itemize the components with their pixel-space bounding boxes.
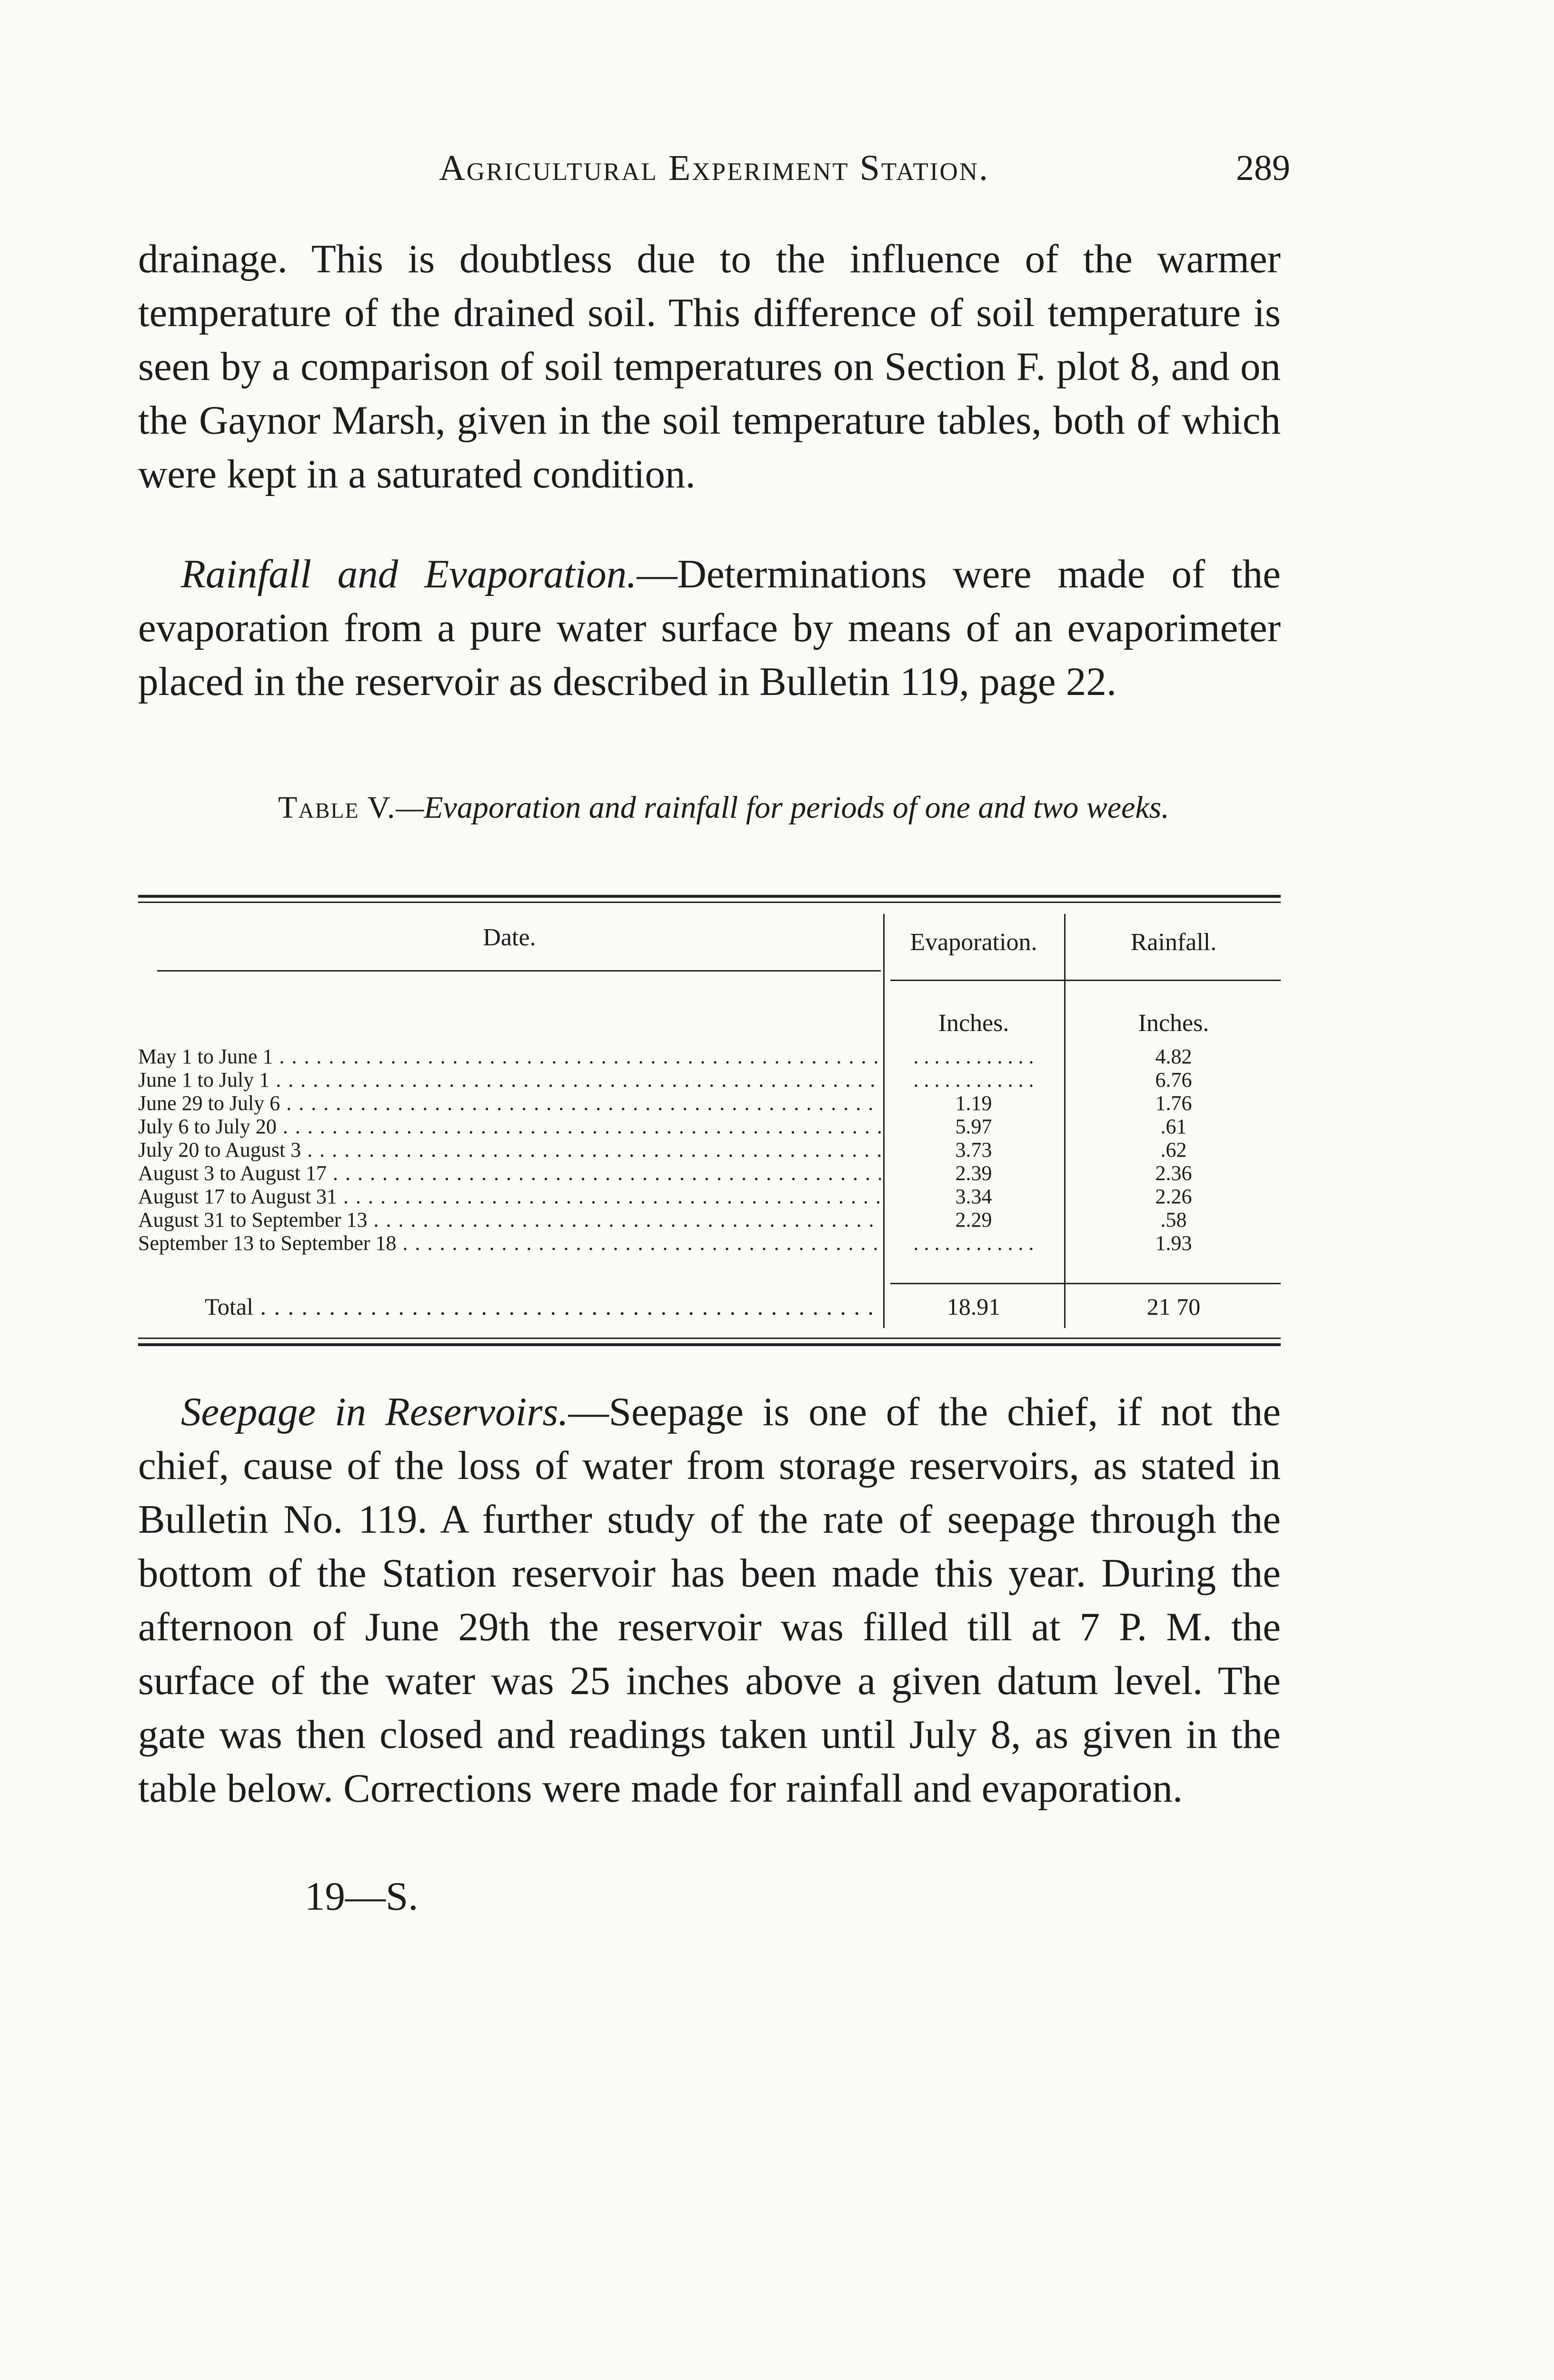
table-total-row	[138, 1290, 1281, 1323]
cell-evaporation: . . . . . . . . . . . .	[913, 1045, 1034, 1068]
cell-date: August 31 to September 13 . . .	[138, 1208, 881, 1231]
table-row	[138, 1115, 1281, 1138]
page-number: 289	[1236, 148, 1290, 188]
paragraph-text: drainage. This is doubtless due to the influence of the warmer temperature of the drained soil. This difference of soil temperature is seen by a comparison of soil temperatures on Section F. plot 8, and on the Gaynor Marsh, given in the soil temperature tables, both of which were kept in a saturated condition.	[138, 237, 1281, 496]
table-title: —Evaporation and rainfall for periods of one and two weeks.	[396, 790, 1169, 825]
units-evaporation: Inches.	[938, 1010, 1009, 1037]
signature-mark: 19—S.	[305, 1874, 418, 1919]
total-label: Total . . .	[205, 1290, 881, 1323]
cell-date: May 1 to June 1 . . .	[138, 1045, 881, 1068]
evaporation-rainfall-table	[138, 895, 1281, 1352]
section-heading: Seepage in Reservoirs.	[181, 1389, 568, 1434]
table-row	[138, 1185, 1281, 1208]
table-top-rule	[138, 895, 1281, 898]
table-row	[138, 1068, 1281, 1091]
table-row	[138, 1208, 1281, 1231]
cell-rainfall: .62	[1160, 1138, 1187, 1161]
paragraph-text: —Seepage is one of the chief, if not the chief, cause of the loss of water from storage reservoirs, as stated in Bulletin No. 119. A further study of the rate of seepage through the bottom of the Station reservoir has been made this year. During the afternoon of June 29th the reservoir was filled till at 7 P. M. the surface of the water was 25 inches above a given datum level. The gate was then closed and readings taken until July 8, as given in the table below. Corrections were made for rainfall and evaporation.	[138, 1389, 1281, 1811]
cell-rainfall: 1.93	[1155, 1231, 1192, 1255]
cell-evaporation: . . . . . . . . . . . .	[913, 1068, 1034, 1091]
header-underline-values	[890, 980, 1281, 981]
paragraph-text: —Determinations were made of the evaporation from a pure water surface by means of an evaporimeter placed in the reservoir as described in Bulletin 119, page 22.	[138, 552, 1281, 704]
table-bottom-rule-thin	[138, 1338, 1281, 1339]
table-bottom-rule	[138, 1343, 1281, 1346]
cell-evaporation: . . . . . . . . . . . .	[913, 1231, 1034, 1255]
table-row	[138, 1091, 1281, 1115]
cell-evaporation: 3.73	[955, 1138, 992, 1161]
cell-rainfall: .61	[1160, 1115, 1187, 1138]
units-rainfall: Inches.	[1138, 1010, 1209, 1037]
running-head: Agricultural Experiment Station.	[438, 148, 989, 188]
paragraph-seepage	[138, 1385, 1281, 1815]
cell-date: September 13 to September 18 . . .	[138, 1231, 881, 1255]
page-header	[138, 143, 1290, 195]
cell-rainfall: 2.26	[1155, 1185, 1192, 1208]
cell-date: June 29 to July 6 . . .	[138, 1091, 881, 1115]
table-row	[138, 1161, 1281, 1185]
table-label: Table V.	[278, 790, 396, 825]
cell-date: July 20 to August 3 . . .	[138, 1138, 881, 1161]
cell-evaporation: 2.39	[955, 1161, 992, 1185]
total-rainfall: 21 70	[1146, 1293, 1201, 1320]
paragraph-drainage	[138, 232, 1281, 501]
cell-date: July 6 to July 20 . . .	[138, 1115, 881, 1138]
cell-rainfall: 6.76	[1155, 1068, 1192, 1091]
cell-evaporation: 2.29	[955, 1208, 992, 1231]
section-heading: Rainfall and Evaporation.	[181, 552, 637, 596]
cell-evaporation: 1.19	[955, 1091, 992, 1115]
cell-rainfall: 4.82	[1155, 1045, 1192, 1068]
cell-rainfall: 2.36	[1155, 1161, 1192, 1185]
cell-date: August 3 to August 17 . . .	[138, 1161, 881, 1185]
cell-evaporation: 5.97	[955, 1115, 992, 1138]
total-evaporation: 18.91	[946, 1293, 1001, 1320]
table-top-rule-thin	[138, 902, 1281, 903]
column-header-rainfall: Rainfall.	[1130, 929, 1217, 956]
header-underline-date	[157, 970, 881, 972]
cell-rainfall: 1.76	[1155, 1091, 1192, 1115]
cell-date: June 1 to July 1 . . .	[138, 1068, 881, 1091]
column-header-date: Date.	[483, 924, 536, 951]
cell-evaporation: 3.34	[955, 1185, 992, 1208]
table-row	[138, 1138, 1281, 1161]
table-body	[138, 1045, 1281, 1255]
table-row	[138, 1045, 1281, 1068]
table-row	[138, 1231, 1281, 1255]
cell-rainfall: .58	[1160, 1208, 1187, 1231]
column-header-evaporation: Evaporation.	[910, 929, 1037, 956]
cell-date: August 17 to August 31 . . .	[138, 1185, 881, 1208]
total-separator	[890, 1283, 1281, 1284]
table-caption	[176, 785, 1271, 830]
paragraph-rainfall-evaporation	[138, 547, 1281, 709]
